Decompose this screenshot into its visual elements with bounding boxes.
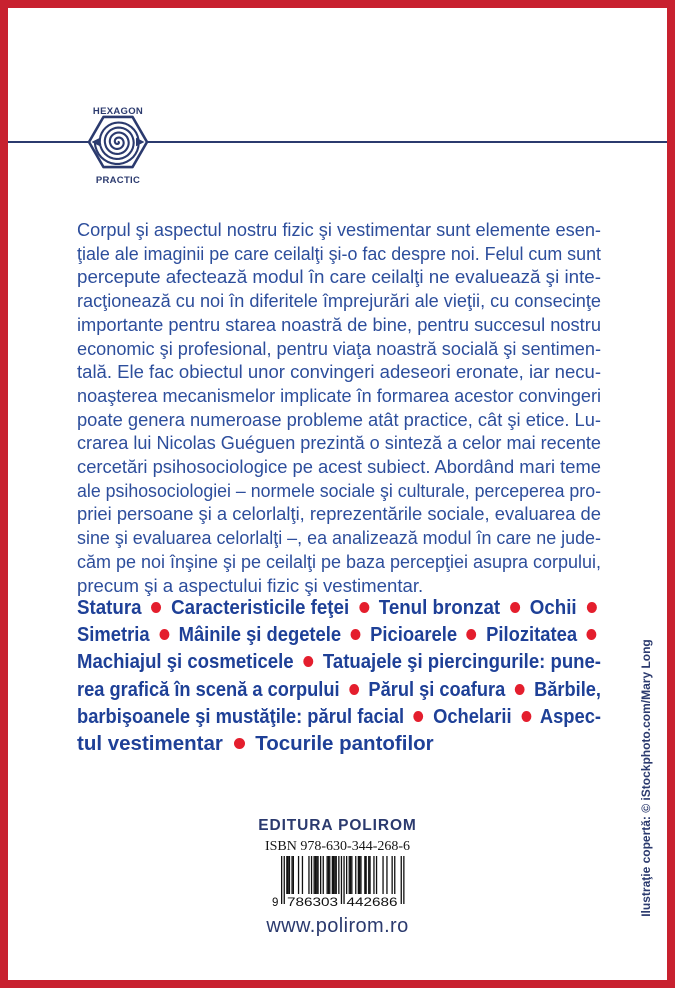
topics-line: Simetria Mâinile şi degetele Picioarele Pilozitatea bbox=[77, 621, 601, 648]
bullet-icon bbox=[351, 629, 361, 640]
hexagon-spiral-icon bbox=[87, 111, 149, 173]
bullet-icon bbox=[359, 602, 369, 613]
description-line: racţionează cu noi în diferitele împrejurări ale vieţii, cu consecinţe bbox=[77, 290, 601, 312]
barcode bbox=[271, 856, 405, 914]
description-line: crarea lui Nicolas Guéguen prezintă o sinteză a celor mai recente bbox=[77, 432, 601, 454]
description-line: economic şi profesional, pentru viaţa noastră socială şi sentimen- bbox=[77, 337, 601, 359]
publisher-name: EDITURA POLIROM bbox=[258, 817, 417, 834]
bullet-icon bbox=[467, 629, 477, 640]
bullet-icon bbox=[151, 602, 161, 613]
topics-line: Statura Caracteristicile feţei Tenul bronzat Ochii bbox=[77, 594, 601, 621]
hexagon-logo bbox=[87, 106, 149, 186]
description-paragraph bbox=[77, 218, 601, 597]
topics-line: tul vestimentar Tocurile pantofilor bbox=[77, 732, 434, 756]
topics-list bbox=[77, 594, 601, 757]
barcode-digits: 442686 bbox=[346, 897, 397, 909]
logo-series-top-label: HEXAGON bbox=[92, 106, 144, 117]
description-line: poate genera numeroase probleme atât practice, cât şi etice. Lu- bbox=[77, 408, 601, 430]
illustration-credit: Ilustraţie copertă: © iStockphoto.com/Mary Long bbox=[639, 639, 653, 917]
bullet-icon bbox=[510, 602, 520, 613]
barcode-digits: 9 bbox=[271, 897, 278, 909]
description-line: sine şi evaluarea celorlalţi –, ea analizează modul în care ne jude- bbox=[77, 527, 601, 549]
description-line: percepute afectează modul în care ceilalţi ne evaluează şi inte- bbox=[77, 266, 601, 288]
bullet-icon bbox=[521, 711, 531, 722]
description-line: tală. Ele fac obiectul unor convingeri adeseori eronate, iar necu- bbox=[77, 361, 601, 383]
description-line: noaşterea mecanismelor implicate în formarea acestor convingeri bbox=[77, 384, 601, 406]
topics-line: Machiajul şi cosmeticele Tatuajele şi piercingurile: pune- bbox=[77, 650, 601, 674]
logo-series-bottom-label: PRACTIC bbox=[95, 175, 141, 186]
topics-line: barbişoanele şi mustăţile: părul facial Ochelarii Aspec- bbox=[77, 704, 601, 728]
bullet-icon bbox=[414, 711, 424, 722]
barcode-digits: 786303 bbox=[286, 897, 338, 909]
description-line: căm pe noi înşine şi pe ceilalţi pe baza percepţiei asupra corpului, bbox=[77, 550, 601, 572]
description-line: cercetări psihosociologice pe acest subiect. Abordând mari teme bbox=[77, 456, 601, 478]
description-line: ale psihosociologiei – normele sociale şi culturale, perceperea pro- bbox=[77, 479, 601, 501]
topics-line: rea grafică în scenă a corpului Părul şi coafura Bărbile, bbox=[77, 677, 601, 701]
bullet-icon bbox=[159, 629, 169, 640]
description-line: precum şi a aspectului fizic şi vestimentar. bbox=[77, 574, 424, 596]
description-line: priei persoane şi a celorlalţi, reprezentările sociale, evaluarea de bbox=[77, 503, 601, 525]
bullet-icon bbox=[349, 684, 359, 695]
bullet-icon bbox=[586, 602, 596, 613]
description-line: ţiale ale imaginii pe care ceilalţi şi-o fac despre noi. Felul cum sunt bbox=[77, 242, 601, 264]
bullet-icon bbox=[587, 629, 597, 640]
isbn-label: ISBN 978-630-344-268-6 bbox=[264, 839, 411, 854]
bullet-icon bbox=[234, 738, 245, 749]
bullet-icon bbox=[303, 656, 313, 667]
description-line: importante pentru starea noastră de bine, pentru succesul nostru bbox=[77, 313, 601, 335]
description-line: Corpul şi aspectul nostru fizic şi vestimentar sunt elemente esen- bbox=[77, 219, 601, 240]
bullet-icon bbox=[515, 684, 525, 695]
website-url: www.polirom.ro bbox=[266, 915, 409, 937]
